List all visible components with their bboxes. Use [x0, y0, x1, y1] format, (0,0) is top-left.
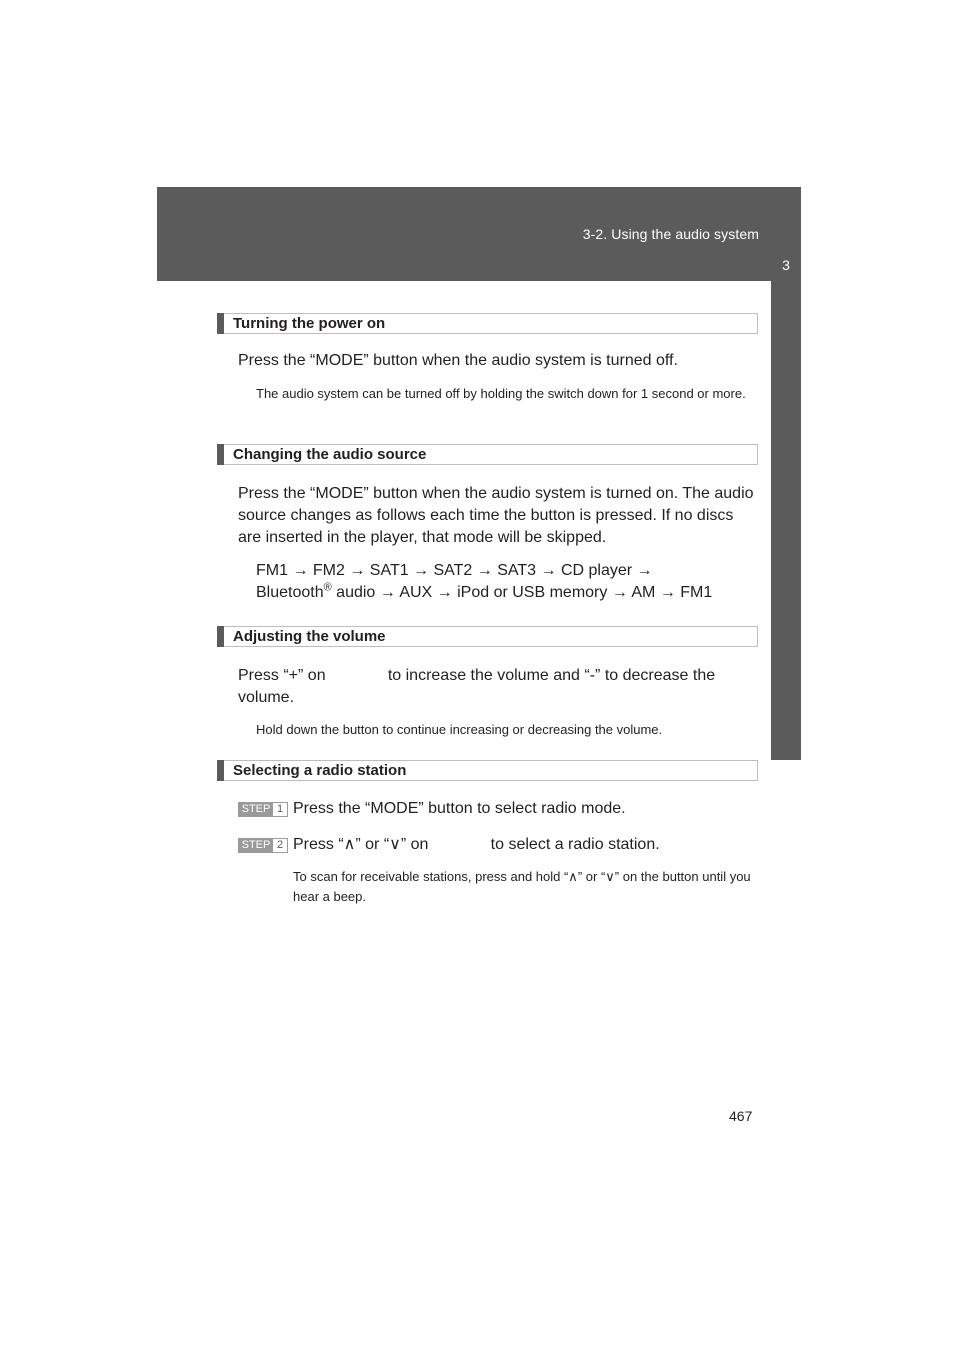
step-2-text: Press “∧” or “∨” on to select a radio station. [293, 836, 660, 853]
section-title: Changing the audio source [233, 446, 427, 463]
step-2-badge [238, 838, 288, 853]
registered-mark: ® [323, 581, 332, 594]
step-number: 1 [273, 803, 287, 816]
step-1-badge [238, 802, 288, 817]
step-word: STEP [239, 839, 273, 852]
chapter-label: Interior features [887, 294, 918, 341]
section-heading-radio-station [217, 760, 758, 781]
note-power-off: The audio system can be turned off by holding the switch down for 1 second or more. [256, 386, 746, 401]
step-1-text: Press the “MODE” button to select radio mode. [293, 800, 626, 817]
header-section-title: 3-2. Using the audio system [582, 226, 759, 242]
note-scan-stations: To scan for receivable stations, press and hold “∧” or “∨” on the button until you hear a beep. [293, 869, 751, 904]
body-text-volume: Press “+” on to increase the volume and “-” to decrease the volume. [238, 667, 720, 706]
header-band [157, 187, 801, 281]
source-sequence-line-1: FM1 → FM2 → SAT1 → SAT2 → SAT3 → CD player → [256, 562, 653, 579]
section-title: Turning the power on [233, 315, 386, 332]
body-text-power-on: Press the “MODE” button when the audio system is turned off. [238, 352, 678, 369]
step-word: STEP [239, 803, 273, 816]
section-title: Selecting a radio station [233, 762, 407, 779]
page-number: 467 [729, 1108, 753, 1124]
sequence-rest: audio → AUX → iPod or USB memory → AM → FM1 [331, 584, 713, 601]
section-title: Adjusting the volume [233, 628, 386, 645]
chapter-number: 3 [782, 257, 790, 273]
note-volume-hold: Hold down the button to continue increasing or decreasing the volume. [256, 722, 663, 737]
section-heading-volume [217, 626, 758, 647]
section-heading-audio-source [217, 444, 758, 465]
body-text-audio-source: Press the “MODE” button when the audio system is turned on. The audio source changes as follows each time the button is pressed. If no discs are inserted in the player, that mode will be skipped. [238, 485, 754, 546]
sequence-bluetooth: Bluetooth [256, 584, 324, 601]
chapter-side-tab [771, 187, 918, 760]
section-heading-power-on [217, 313, 758, 334]
source-sequence-line-2 [256, 582, 756, 604]
step-number: 2 [273, 839, 287, 852]
